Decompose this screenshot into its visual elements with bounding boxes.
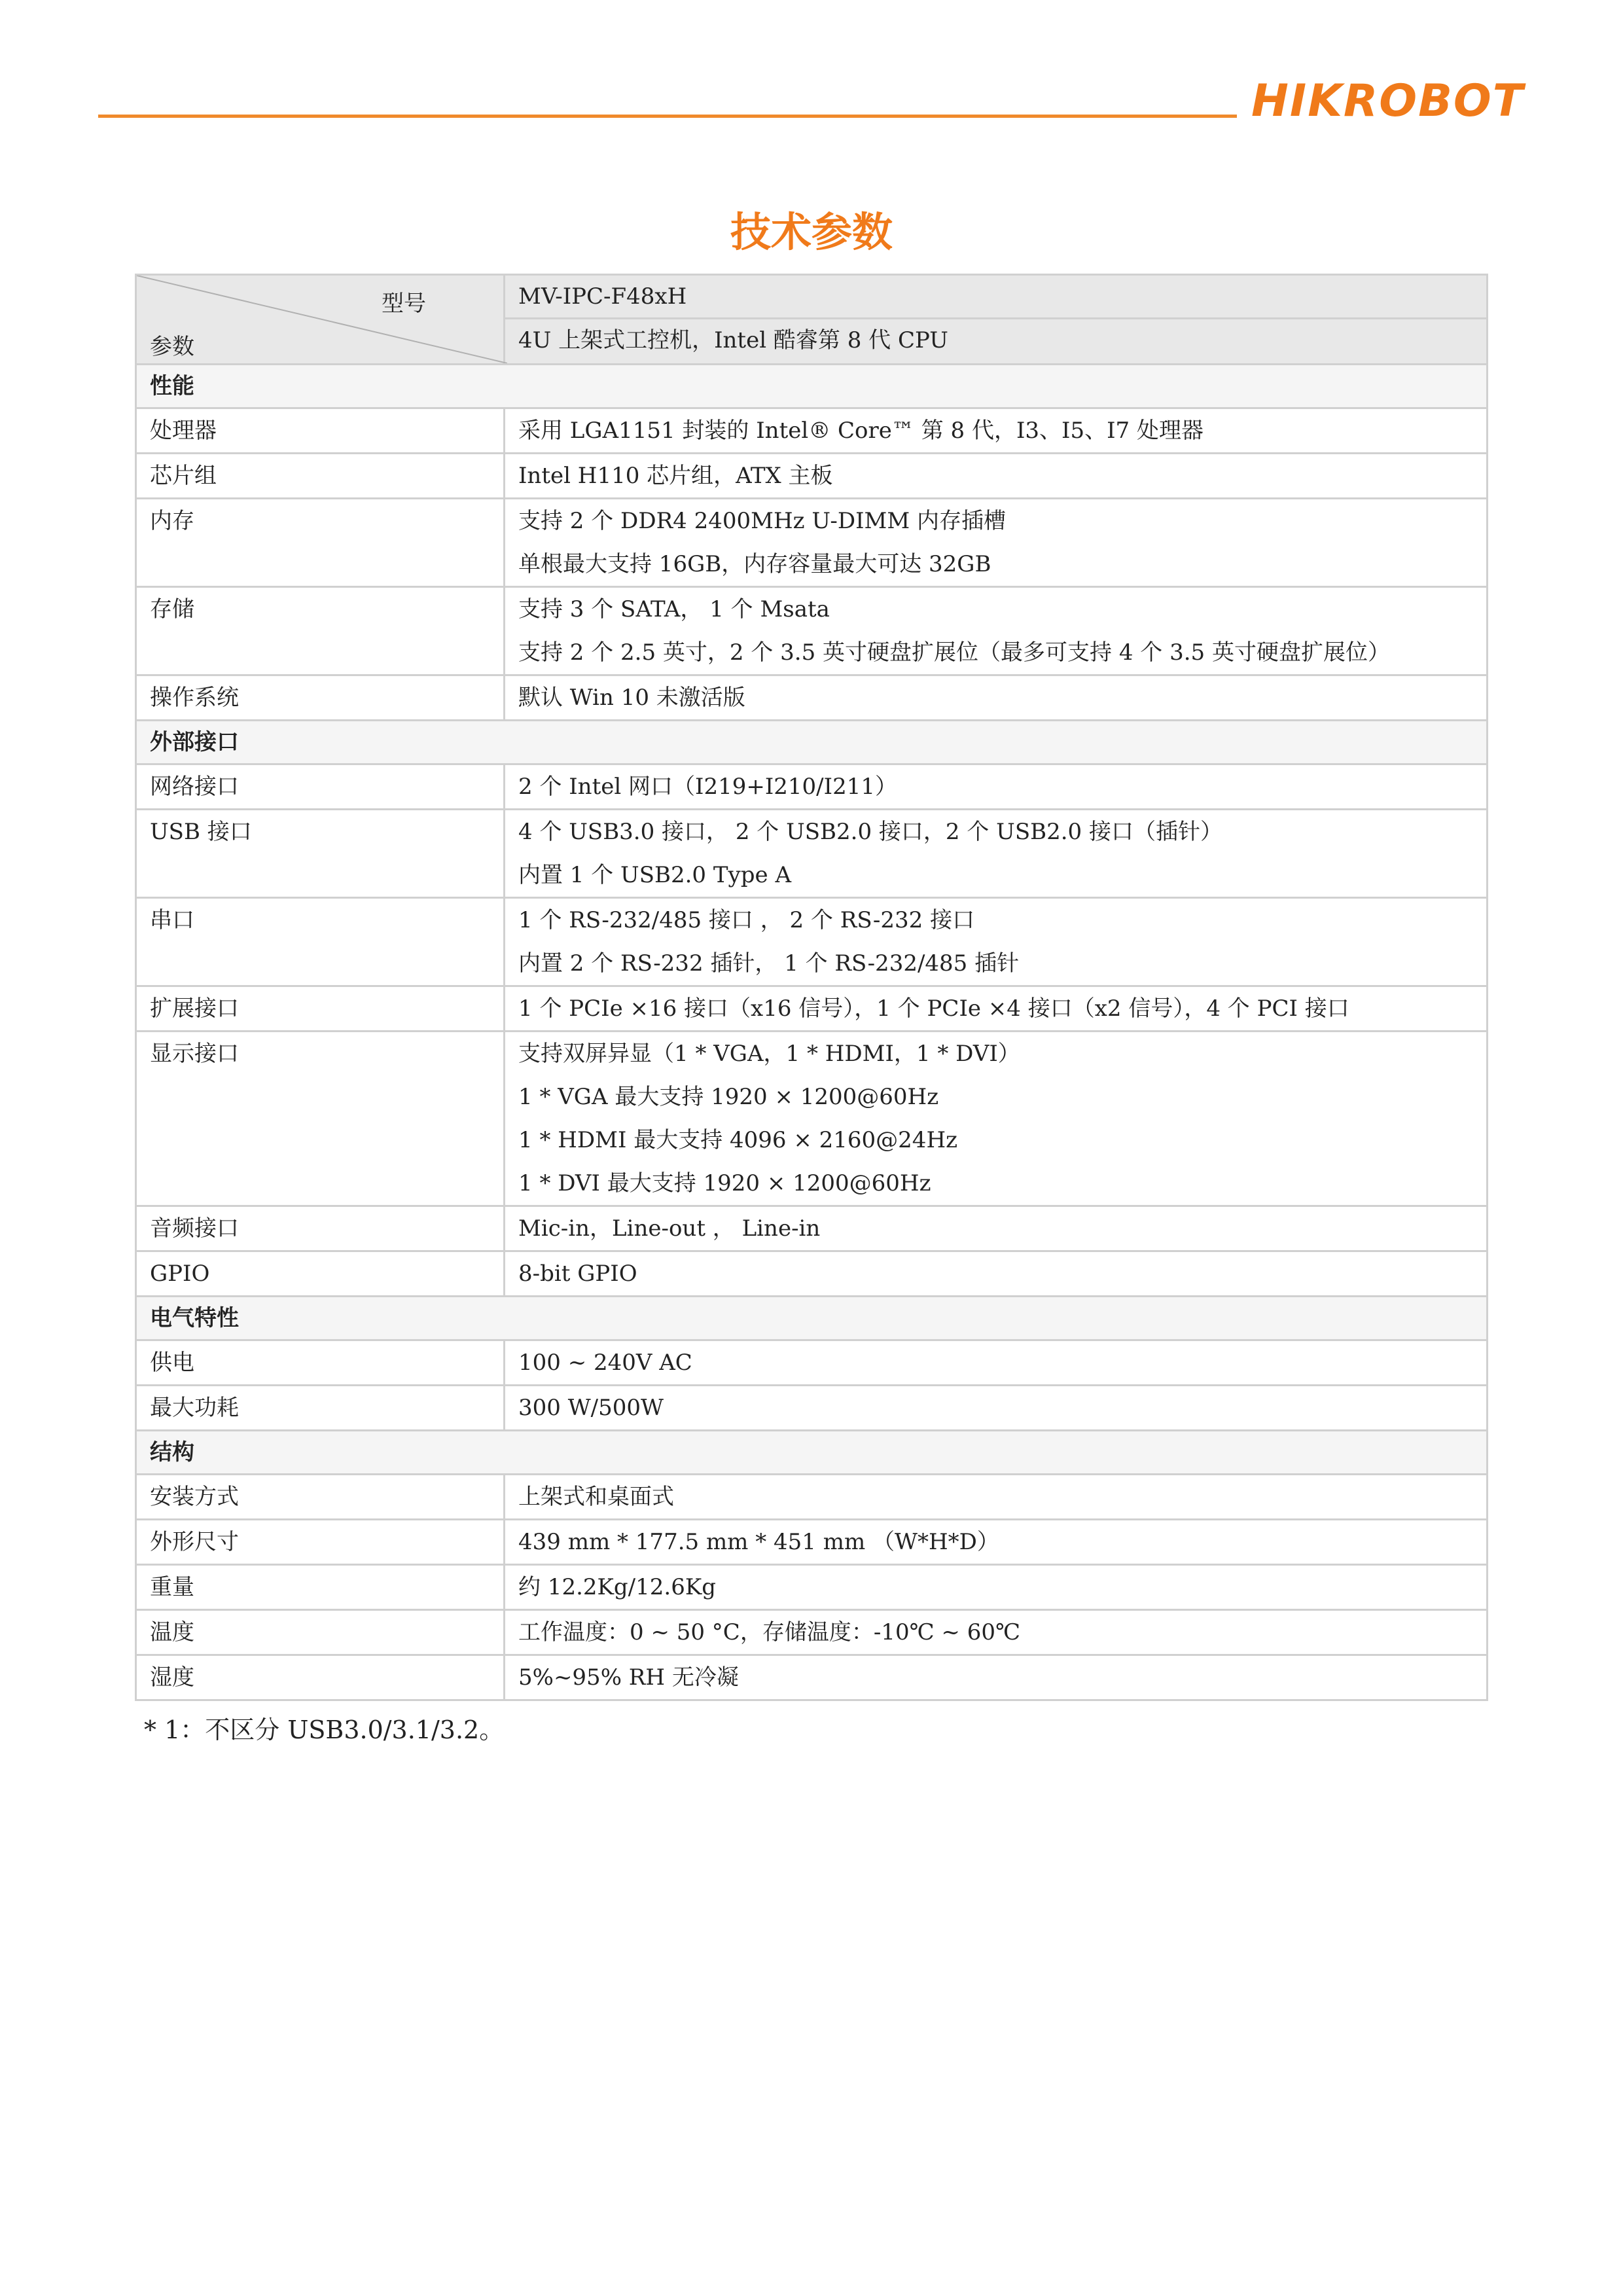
row-label-cell bbox=[136, 1655, 505, 1700]
row-label: 内存 bbox=[150, 508, 194, 534]
row-label-cell bbox=[136, 675, 505, 721]
row-value-line: 支持 3 个 SATA， 1 个 Msata bbox=[518, 596, 830, 622]
row-value-cell bbox=[505, 408, 1488, 454]
row-value-cell bbox=[505, 587, 1488, 675]
model-value: MV-IPC-F48xH bbox=[518, 283, 687, 310]
table-row bbox=[136, 986, 1488, 1031]
row-value-line: 1 个 PCIe ×16 接口（x16 信号），1 个 PCIe ×4 接口（x2 信号），4 个 PCI 接口 bbox=[518, 996, 1349, 1022]
row-value-line: 1 * DVI 最大支持 1920 × 1200@60Hz bbox=[518, 1170, 931, 1196]
row-value-cell bbox=[505, 810, 1488, 898]
row-value-line: 工作温度：0 ~ 50 °C，存储温度：-10℃ ~ 60℃ bbox=[518, 1619, 1021, 1645]
section-row bbox=[136, 1431, 1488, 1475]
table-row bbox=[136, 1475, 1488, 1520]
row-label: 湿度 bbox=[150, 1664, 194, 1691]
row-label: 音频接口 bbox=[150, 1215, 239, 1242]
row-value-line: 5%~95% RH 无冷凝 bbox=[518, 1664, 739, 1691]
table-row bbox=[136, 1340, 1488, 1386]
table-row bbox=[136, 1031, 1488, 1206]
section-row bbox=[136, 365, 1488, 408]
table-row bbox=[136, 764, 1488, 810]
row-label-cell bbox=[136, 1475, 505, 1520]
table-header-row bbox=[136, 275, 1488, 365]
row-label: GPIO bbox=[150, 1261, 210, 1287]
table-row bbox=[136, 408, 1488, 454]
row-value-cell bbox=[505, 1610, 1488, 1655]
section-title: 外部接口 bbox=[136, 721, 1488, 764]
row-label: 外形尺寸 bbox=[150, 1529, 239, 1555]
row-label: 最大功耗 bbox=[150, 1395, 239, 1421]
header-rule bbox=[98, 115, 1237, 118]
row-value-line: 1 * HDMI 最大支持 4096 × 2160@24Hz bbox=[518, 1127, 958, 1153]
row-value-line: Mic-in，Line-out ， Line-in bbox=[518, 1215, 821, 1242]
row-label: 串口 bbox=[150, 907, 194, 933]
row-value-cell bbox=[505, 1251, 1488, 1297]
model-label: 型号 bbox=[382, 291, 426, 317]
row-value-line: Intel H110 芯片组，ATX 主板 bbox=[518, 463, 833, 489]
row-value-line: 300 W/500W bbox=[518, 1395, 664, 1421]
table-row bbox=[136, 1565, 1488, 1610]
row-value-cell bbox=[505, 1340, 1488, 1386]
row-label-cell bbox=[136, 1386, 505, 1431]
row-value-line: 1 * VGA 最大支持 1920 × 1200@60Hz bbox=[518, 1084, 939, 1110]
table-row bbox=[136, 810, 1488, 898]
table-row bbox=[136, 454, 1488, 499]
row-value-cell bbox=[505, 1475, 1488, 1520]
row-value-line: 支持双屏异显（1 * VGA，1 * HDMI，1 * DVI） bbox=[518, 1041, 1020, 1067]
row-label-cell bbox=[136, 1610, 505, 1655]
section-row bbox=[136, 1297, 1488, 1340]
row-value-line: 1 个 RS-232/485 接口 ， 2 个 RS-232 接口 bbox=[518, 907, 975, 933]
row-label: 操作系统 bbox=[150, 685, 239, 711]
row-value-line: 100 ~ 240V AC bbox=[518, 1350, 692, 1376]
row-label-cell bbox=[136, 1031, 505, 1206]
row-value-line: 4 个 USB3.0 接口， 2 个 USB2.0 接口，2 个 USB2.0 接口（插针） bbox=[518, 819, 1222, 845]
row-value-line: 上架式和桌面式 bbox=[518, 1484, 674, 1510]
row-label-cell bbox=[136, 764, 505, 810]
row-value-cell bbox=[505, 1031, 1488, 1206]
table-row bbox=[136, 1251, 1488, 1297]
spec-table bbox=[135, 274, 1488, 1701]
table-row bbox=[136, 1206, 1488, 1251]
row-value-line: 约 12.2Kg/12.6Kg bbox=[518, 1574, 716, 1600]
row-value-cell bbox=[505, 1655, 1488, 1700]
row-label: USB 接口 bbox=[150, 819, 252, 845]
row-label: 重量 bbox=[150, 1574, 194, 1600]
row-value-cell bbox=[505, 675, 1488, 721]
section-title: 结构 bbox=[136, 1431, 1488, 1475]
row-value-line: 内置 2 个 RS-232 插针， 1 个 RS-232/485 插针 bbox=[518, 950, 1020, 977]
row-value-cell bbox=[505, 898, 1488, 986]
row-label-cell bbox=[136, 499, 505, 587]
table-row bbox=[136, 499, 1488, 587]
row-label: 网络接口 bbox=[150, 774, 239, 800]
page-title: 技术参数 bbox=[730, 208, 893, 256]
param-label: 参数 bbox=[150, 334, 194, 360]
section-row bbox=[136, 721, 1488, 764]
row-value-cell bbox=[505, 454, 1488, 499]
footnote: * 1：不区分 USB3.0/3.1/3.2。 bbox=[144, 1715, 505, 1744]
table-row bbox=[136, 587, 1488, 675]
row-label-cell bbox=[136, 1206, 505, 1251]
table-row bbox=[136, 675, 1488, 721]
row-label: 安装方式 bbox=[150, 1484, 239, 1510]
row-value-line: 默认 Win 10 未激活版 bbox=[518, 685, 745, 711]
brand-logo: HIKROBOT bbox=[1251, 75, 1525, 127]
header-diagonal-cell bbox=[136, 275, 505, 365]
row-value-cell bbox=[505, 1206, 1488, 1251]
header-values bbox=[505, 275, 1488, 365]
row-value-line: 支持 2 个 2.5 英寸，2 个 3.5 英寸硬盘扩展位（最多可支持 4 个 3.5 英寸硬盘扩展位） bbox=[518, 639, 1390, 666]
row-label: 处理器 bbox=[150, 418, 217, 444]
row-label-cell bbox=[136, 898, 505, 986]
row-label: 存储 bbox=[150, 596, 194, 622]
model-desc: 4U 上架式工控机，Intel 酷睿第 8 代 CPU bbox=[518, 327, 948, 353]
row-label: 扩展接口 bbox=[150, 996, 239, 1022]
row-label-cell bbox=[136, 1251, 505, 1297]
row-label-cell bbox=[136, 587, 505, 675]
row-label-cell bbox=[136, 810, 505, 898]
row-label: 芯片组 bbox=[150, 463, 217, 489]
row-label-cell bbox=[136, 454, 505, 499]
row-value-line: 单根最大支持 16GB，内存容量最大可达 32GB bbox=[518, 551, 991, 577]
table-row bbox=[136, 1520, 1488, 1565]
row-label-cell bbox=[136, 408, 505, 454]
row-value-line: 2 个 Intel 网口（I219+I210/I211） bbox=[518, 774, 897, 800]
table-row bbox=[136, 1610, 1488, 1655]
section-title: 电气特性 bbox=[136, 1297, 1488, 1340]
row-value-line: 439 mm * 177.5 mm * 451 mm （W*H*D） bbox=[518, 1529, 999, 1555]
row-value-cell bbox=[505, 1386, 1488, 1431]
row-value-cell bbox=[505, 986, 1488, 1031]
row-value-line: 8-bit GPIO bbox=[518, 1261, 637, 1287]
row-label-cell bbox=[136, 1340, 505, 1386]
row-label-cell bbox=[136, 1565, 505, 1610]
row-value-line: 支持 2 个 DDR4 2400MHz U-DIMM 内存插槽 bbox=[518, 508, 1006, 534]
table-row bbox=[136, 1655, 1488, 1700]
section-title: 性能 bbox=[136, 365, 1488, 408]
row-value-cell bbox=[505, 1520, 1488, 1565]
row-label-cell bbox=[136, 1520, 505, 1565]
row-value-cell bbox=[505, 1565, 1488, 1610]
row-label: 供电 bbox=[150, 1350, 194, 1376]
row-value-cell bbox=[505, 499, 1488, 587]
table-row bbox=[136, 1386, 1488, 1431]
row-label: 温度 bbox=[150, 1619, 194, 1645]
row-value-line: 采用 LGA1151 封装的 Intel® Core™ 第 8 代，I3、I5、I7 处理器 bbox=[518, 418, 1204, 444]
row-value-line: 内置 1 个 USB2.0 Type A bbox=[518, 862, 791, 888]
table-row bbox=[136, 898, 1488, 986]
row-label: 显示接口 bbox=[150, 1041, 239, 1067]
row-value-cell bbox=[505, 764, 1488, 810]
row-label-cell bbox=[136, 986, 505, 1031]
